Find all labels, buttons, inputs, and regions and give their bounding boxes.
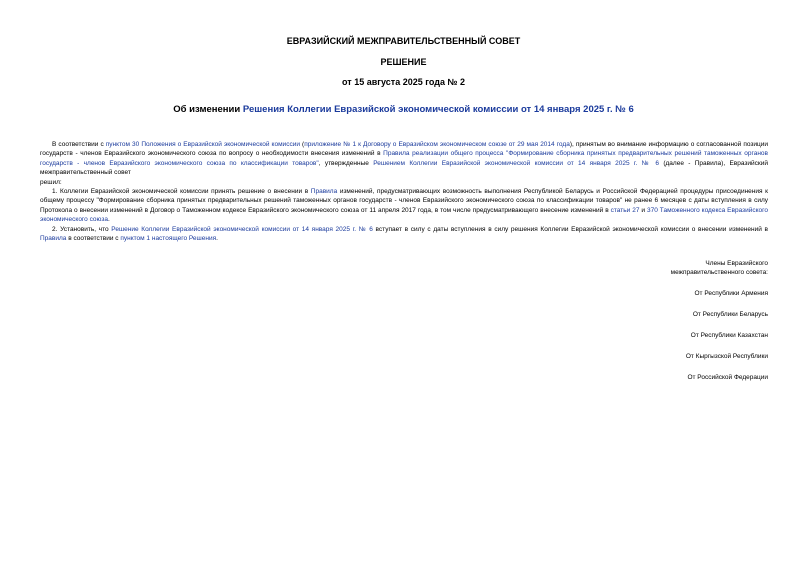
item-1-paragraph: [40, 187, 768, 225]
item-2-text: в соответствии с: [66, 235, 121, 243]
preamble-text: ), принятым во внимание информацию о согласованной позиции государств - членов Евразийского экономического союза по вопросу о необходимости внесения изменений в: [40, 141, 769, 158]
link-rules[interactable]: Правила: [310, 188, 338, 196]
preamble-text: В соответствии с: [52, 141, 106, 148]
preamble-text: , утвержденные: [318, 159, 374, 167]
item-1-text: и: [639, 206, 647, 214]
council-heading: ЕВРАЗИЙСКИЙ МЕЖПРАВИТЕЛЬСТВЕННЫЙ СОВЕТ: [286, 36, 521, 46]
document-body: [40, 140, 768, 243]
preamble-text: (: [299, 141, 305, 148]
document-date: от 15 августа 2025 года № 2: [342, 77, 465, 87]
link-regulation-point-30[interactable]: пунктом 30 Положения о Евразийской экономической комиссии: [105, 141, 300, 148]
signature-kyrgyzstan: От Кыргызской Республики: [685, 353, 768, 360]
item-2-text: .: [216, 235, 218, 243]
members-line-1: Члены Евразийского: [705, 260, 768, 267]
item-1-text: .: [108, 216, 110, 224]
title-link[interactable]: Решения Коллегии Евразийской экономической комиссии от 14 января 2025 г. № 6: [242, 104, 634, 115]
item-2-text: вступает в силу с даты вступления в силу решения Коллегии Евразийской экономической комиссии о внесении изменений в: [372, 225, 768, 233]
link-rules[interactable]: Правила: [40, 235, 67, 243]
link-board-decision-6[interactable]: Решением Коллегии Евразийской экономической комиссии от 14 января 2025 г. № 6: [373, 159, 660, 167]
item-2-text: 2. Установить, что: [52, 225, 112, 233]
item-1-text: изменений, предусматривающих возможность выполнения Республикой Беларусь и Российской Федерацией процедуры присоединения к общему процессу "Формирование сборника принятых предварительных решений таможенных органов государств - членов Евразийского экономического союза по классификации товаров" не ранее 6 месяцев с даты вступления в силу Протокола о внесении изменений в Договор о Таможенном кодексе Евразийского экономического союза от 11 апреля 2017 года, в том числе предусматривающего внесение изменений в: [40, 188, 768, 214]
link-article-27[interactable]: статьи 27: [610, 206, 640, 214]
link-customs-code-370[interactable]: 370 Таможенного кодекса Евразийского экономического союза: [40, 206, 768, 224]
signature-belarus: От Республики Беларусь: [692, 311, 768, 318]
item-2-paragraph: [40, 225, 768, 244]
item-1-text: 1. Коллегии Евразийской экономической комиссии принять решение о внесении в: [52, 188, 311, 196]
link-board-decision-6[interactable]: Решение Коллегии Евразийской экономической комиссии от 14 января 2025 г. № 6: [111, 225, 373, 233]
link-rules-common-process[interactable]: Правила реализации общего процесса "Формирование сборника принятых предварительных решений таможенных органов государств - членов Евразийского экономического союза по классификации товаров": [40, 150, 768, 167]
signature-russia: От Российской Федерации: [687, 374, 768, 381]
preamble-text: (далее - Правила), Евразийский межправительственный совет: [40, 159, 768, 177]
link-point-1[interactable]: пунктом 1 настоящего Решения: [120, 235, 217, 243]
signature-members-heading: [568, 259, 768, 278]
document-title: [0, 104, 807, 115]
signature-armenia: От Республики Армения: [694, 290, 768, 297]
preamble-paragraph: [40, 140, 768, 178]
link-eaeu-treaty-annex[interactable]: приложение № 1 к Договору о Евразийском экономическом союзе от 29 мая 2014 года: [304, 141, 570, 148]
members-line-2: межправительственного совета:: [670, 269, 768, 277]
decided-label: решил:: [40, 178, 62, 186]
document-type: РЕШЕНИЕ: [380, 57, 427, 67]
signature-kazakhstan: От Республики Казахстан: [690, 332, 768, 339]
title-prefix: Об изменении: [173, 104, 243, 115]
